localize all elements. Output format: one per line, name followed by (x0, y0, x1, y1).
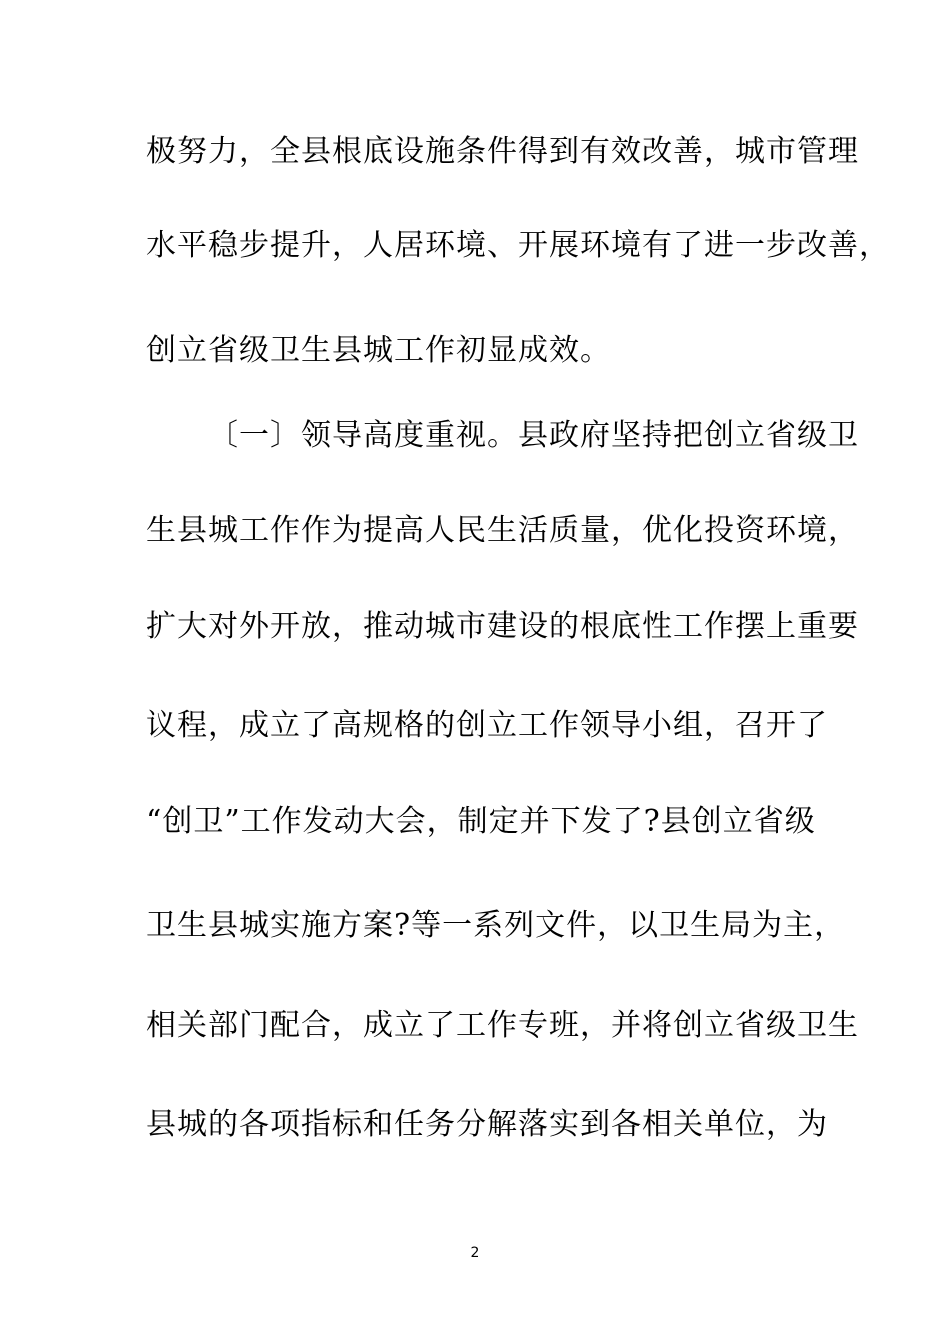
text-line: “创卫”工作发动大会，制定并下发了?县创立省级 (146, 804, 816, 839)
text-line: 卫生县城实施方案?等一系列文件，以卫生局为主， (146, 908, 846, 943)
text-line: 创立省级卫生县城工作初显成效。 (146, 333, 611, 368)
text-line: 扩大对外开放，推动城市建设的根底性工作摆上重要 (146, 609, 859, 644)
page-number: 2 (470, 1245, 480, 1261)
text-line: 水平稳步提升，人居环境、开展环境有了进一步改善， (146, 228, 890, 263)
text-line: 生县城工作作为提高人民生活质量，优化投资环境， (146, 513, 859, 548)
text-line: 议程，成立了高规格的创立工作领导小组，召开了 (146, 708, 828, 743)
paragraph-first-line: 〔一〕领导高度重视。县政府坚持把创立省级卫 (208, 418, 859, 453)
text-line: 极努力，全县根底设施条件得到有效改善，城市管理 (146, 134, 859, 169)
text-line: 县城的各项指标和任务分解落实到各相关单位，为 (146, 1107, 828, 1142)
text-line: 相关部门配合，成立了工作专班，并将创立省级卫生 (146, 1008, 859, 1043)
